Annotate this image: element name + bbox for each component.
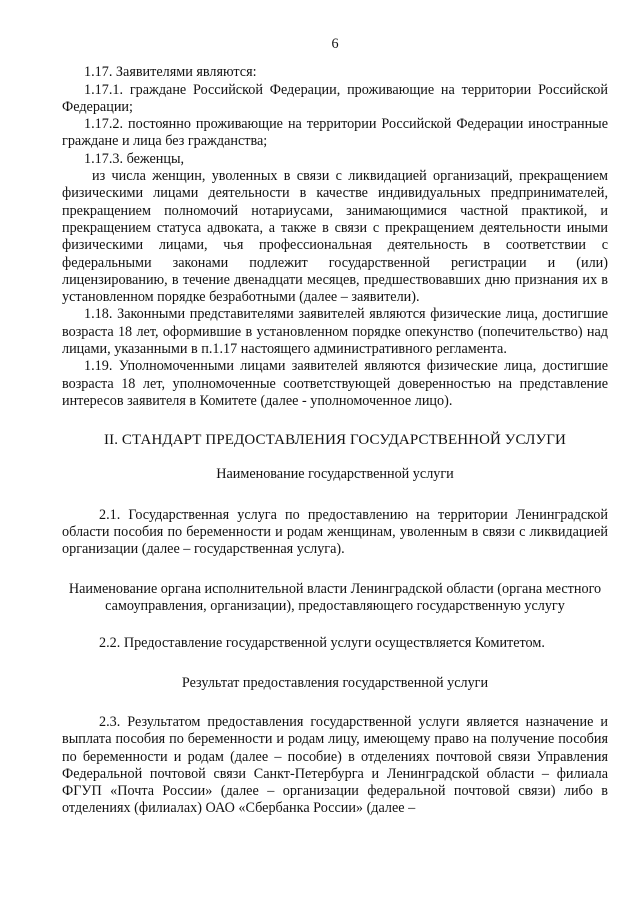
heading-body-name: Наименование органа исполнительной власти Ленинградской области (органа местного самоуправления, организации), предоставляющего государственную услугу: [68, 580, 602, 615]
paragraph-1-17-3: 1.17.3. беженцы,: [84, 150, 185, 167]
paragraph-1-17-2: 1.17.2. постоянно проживающие на территории Российской Федерации иностранные граждане и лица без гражданства;: [62, 116, 608, 150]
paragraph-1-19: 1.19. Уполномоченными лицами заявителей являются физические лица, достигшие возраста 18 лет, уполномоченные соответствующей доверенностью на представление интересов заявителя в Комитете (далее - уполномоченное лицо).: [62, 358, 608, 409]
paragraph-2-1: 2.1. Государственная услуга по предоставлению на территории Ленинградской области пособия по беременности и родам женщинам, уволенным в связи с ликвидацией организации (далее – государственная услуга).: [62, 506, 608, 558]
paragraph-women-list: из числа женщин, уволенных в связи с ликвидацией организаций, прекращением физическими лицами деятельности в качестве индивидуальных предпринимателей, прекращением полномочий нотариусами, занимающимися частной практикой, и прекращением статуса адвоката, а также в связи с прекращением деятельности иными физическими лицами, чья профессиональная деятельность в соответствии с федеральными законами подлежит государственной регистрации и (или) лицензированию, в течение двенадцати месяцев, предшествовавших дню признания их в установленном порядке безработными (далее – заявители).: [62, 168, 608, 306]
paragraph-2-3: 2.3. Результатом предоставления государственной услуги является назначение и выплата пособия по беременности и родам лицу, имеющему право на получение пособия по беременности и родам (далее – пособие) в отделениях почтовой связи Управления Федеральной почтовой связи Санкт-Петербурга и Ленинградской области – филиала ФГУП «Почта России» (далее – организации федеральной почтовой связи) либо в отделениях (филиалах) ОАО «Сбербанка России» (далее –: [62, 713, 608, 817]
paragraph-1-18: 1.18. Законными представителями заявителей являются физические лица, достигшие возраста 18 лет, оформившие в установленном порядке опекунство (попечительство) над лицами, указанными в п.1.17 настоящего административного регламента.: [62, 306, 608, 358]
paragraph-1-17: 1.17. Заявителями являются:: [84, 64, 257, 81]
section-1-paragraphs: [62, 64, 608, 410]
page-number: 6: [331, 36, 339, 52]
section-title: II. СТАНДАРТ ПРЕДОСТАВЛЕНИЯ ГОСУДАРСТВЕННОЙ УСЛУГИ: [104, 432, 566, 449]
heading-service-name: Наименование государственной услуги: [216, 465, 454, 482]
paragraph-1-17-1: 1.17.1. граждане Российской Федерации, проживающие на территории Российской Федерации;: [62, 81, 608, 115]
heading-result: Результат предоставления государственной услуги: [181, 674, 489, 691]
paragraph-2-2: 2.2. Предоставление государственной услуги осуществляется Комитетом.: [99, 635, 545, 652]
